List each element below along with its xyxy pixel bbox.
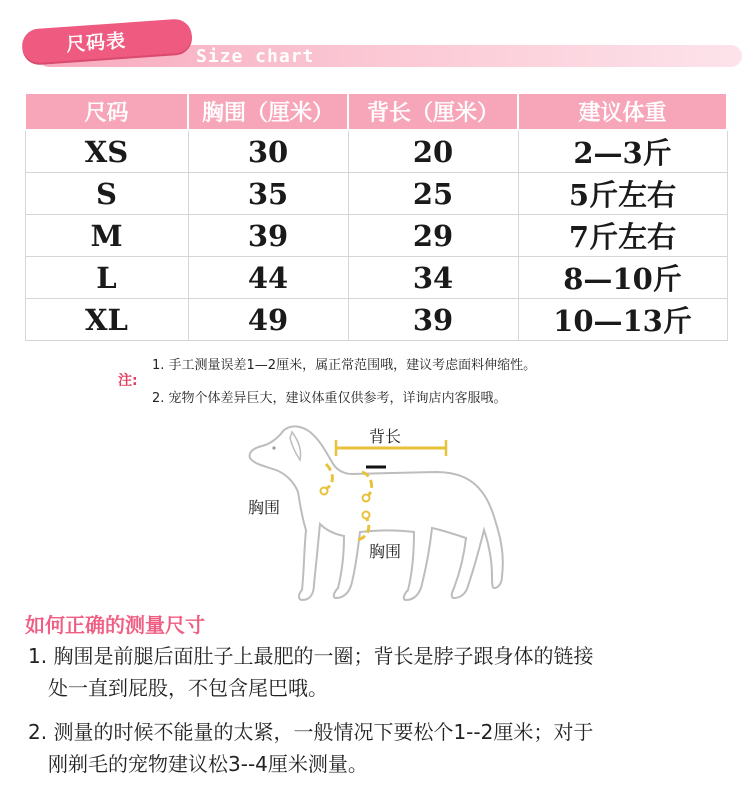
cell-size: S [25, 173, 188, 215]
cell-back: 39 [348, 299, 518, 341]
cell-back: 20 [348, 130, 518, 173]
table-row [25, 257, 727, 299]
howto-item [28, 640, 738, 704]
cell-back: 34 [348, 257, 518, 299]
chest-marker-dot-bottom [363, 512, 370, 519]
cell-weight: 8—10斤 [518, 257, 727, 299]
col-header-back: 背长（厘米） [348, 93, 518, 130]
dog-outline [250, 426, 503, 600]
cell-chest: 44 [188, 257, 348, 299]
howto-item-second-line: 刚剃毛的宠物建议松3--4厘米测量。 [48, 752, 368, 776]
col-header-weight: 建议体重 [518, 93, 727, 130]
diagram-label-back-length: 背长 [369, 427, 402, 446]
cell-size: M [25, 215, 188, 257]
header-tag-text: 尺码表 [65, 29, 127, 57]
diagram-label-chest-left: 胸围 [248, 498, 281, 517]
table-row [25, 130, 727, 173]
cell-chest: 49 [188, 299, 348, 341]
table-row [25, 215, 727, 257]
chest-marker-dot-top [363, 495, 370, 502]
neck-marker-dot [321, 488, 328, 495]
col-header-size: 尺码 [25, 93, 188, 130]
header-subtitle: Size chart [196, 46, 315, 67]
cell-chest: 39 [188, 215, 348, 257]
cell-weight: 10—13斤 [518, 299, 727, 341]
dog-ear [290, 432, 301, 460]
cell-weight: 2—3斤 [518, 130, 727, 173]
note-item: 2. 宠物个体差异巨大，建议体重仅供参考，详询店内客服哦。 [152, 391, 507, 406]
notes-label: 注: [118, 373, 138, 389]
table-row [25, 173, 727, 215]
diagram-label-chest-bottom: 胸围 [369, 542, 402, 561]
howto-title: 如何正确的测量尺寸 [25, 613, 205, 637]
size-table [24, 92, 728, 341]
dog-eye [272, 446, 275, 449]
howto-item-first-line: 1. 胸围是前腿后面肚子上最肥的一圈；背长是脖子跟身体的链接 [28, 644, 594, 668]
cell-size: XL [25, 299, 188, 341]
howto-item [28, 716, 738, 780]
cell-chest: 35 [188, 173, 348, 215]
cell-weight: 7斤左右 [518, 215, 727, 257]
cell-weight: 5斤左右 [518, 173, 727, 215]
howto-item-second-line: 处一直到屁股，不包含尾巴哦。 [48, 676, 328, 700]
table-row [25, 299, 727, 341]
col-header-chest: 胸围（厘米） [188, 93, 348, 130]
chest-measure-line [358, 472, 372, 540]
cell-size: XS [25, 130, 188, 173]
neck-measure-line [322, 464, 332, 490]
cell-chest: 30 [188, 130, 348, 173]
note-item: 1. 手工测量误差1—2厘米，属正常范围哦，建议考虑面料伸缩性。 [152, 358, 537, 373]
cell-back: 25 [348, 173, 518, 215]
howto-item-first-line: 2. 测量的时候不能量的太紧，一般情况下要松个1--2厘米；对于 [28, 720, 594, 744]
table-header-row [25, 93, 727, 130]
cell-size: L [25, 257, 188, 299]
cell-back: 29 [348, 215, 518, 257]
